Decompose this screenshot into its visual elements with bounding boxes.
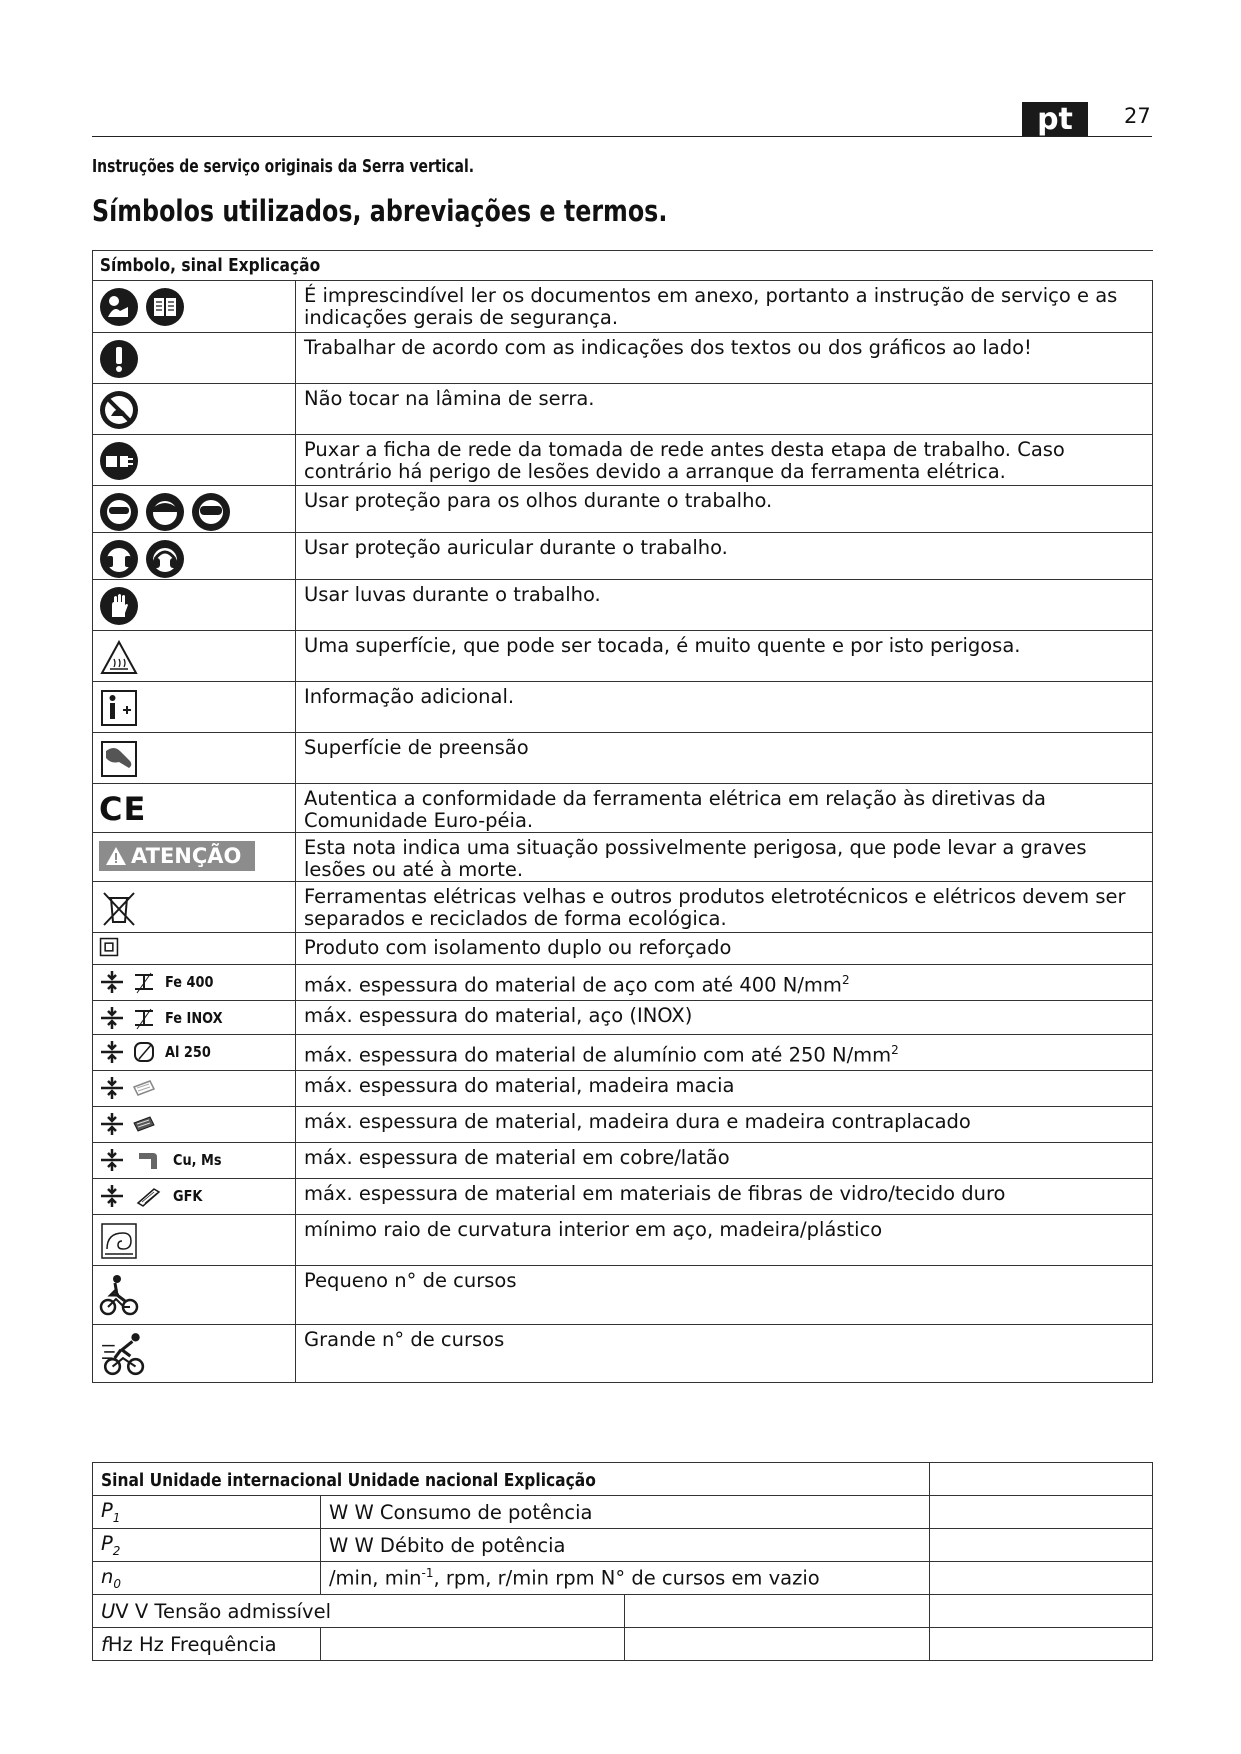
gloves-icon [99,586,139,626]
hardwood-icon [131,1111,157,1137]
sign-subscript: 1 [112,1510,121,1525]
exclamation-icon [99,339,139,379]
thickness-icon [99,1183,125,1209]
hot-surface-icon [99,637,139,677]
row-text: máx. espessura do material, madeira macia [296,1071,1153,1107]
superscript: 2 [841,973,850,987]
sign-subscript: 2 [112,1543,121,1558]
row-text: Pequeno n° de cursos [296,1266,1153,1325]
row-text-label: máx. espessura do material de alumínio com até 250 N/mm [304,1043,892,1067]
units-header-text: Sinal Unidade internacional Unidade nacional Explicação [101,1469,596,1491]
table-row [93,1071,1153,1107]
superscript: 2 [891,1043,899,1057]
eye-protection-icon [99,492,139,532]
row-text: É imprescindível ler os documentos em anexo, portanto a instrução de serviço e as indicações gerais de segurança. [296,281,1153,333]
row-text: Grande n° de cursos [296,1325,1153,1383]
face-shield-icon [145,492,185,532]
thickness-icon [99,1147,125,1173]
sign-symbol: P [101,1499,113,1523]
row-text: Usar proteção auricular durante o trabalho. [296,533,1153,580]
page-number: 27 [1124,104,1151,128]
sign-symbol: P [101,1532,113,1556]
material-label: Fe 400 [165,973,214,991]
fibreglass-icon [131,1183,165,1209]
language-badge: pt [1022,102,1088,136]
goggles-icon [191,492,231,532]
row-text: W W Débito de potência [328,1533,566,1557]
thickness-icon [99,1111,125,1137]
sign-symbol: U [101,1599,116,1623]
table-row [93,281,1153,333]
warning-badge-label: ATENÇÃO [131,844,242,868]
row-text: V V Tensão admissível [115,1599,331,1623]
curve-radius-icon [99,1221,139,1261]
row-text: Usar luvas durante o trabalho. [296,580,1153,631]
table-row [93,1562,1153,1595]
softwood-icon [131,1075,157,1101]
table-row [93,580,1153,631]
table-row [93,1143,1153,1179]
row-text: mínimo raio de curvatura interior em aço, madeira/plástico [296,1215,1153,1266]
table-row [93,1001,1153,1035]
units-table-header [93,1463,1153,1496]
thickness-icon [99,1005,125,1031]
row-text: /min, min [328,1566,422,1590]
row-text [296,933,1153,965]
table-row [93,1496,1153,1529]
row-text: Esta nota indica uma situação possivelmente perigosa, que pode levar a graves lesões ou até à morte. [296,833,1153,882]
table-row [93,533,1153,580]
material-label: Cu, Ms [173,1151,222,1169]
superscript: -1 [421,1566,434,1581]
ce-mark: CE [99,790,147,828]
symbols-table-header [93,251,1153,281]
units-table [92,1462,1153,1661]
sign-symbol: n [101,1565,114,1589]
info-icon [99,688,139,728]
row-text: Superfície de preensão [296,733,1153,784]
row-text: Autentica a conformidade da ferramenta elétrica em relação às diretivas da Comunidade Euro-péia. [296,784,1153,833]
row-text: máx. espessura de material em materiais de fibras de vidro/tecido duro [296,1179,1153,1215]
row-text: Puxar a ficha de rede da tomada de rede antes desta etapa de trabalho. Caso contrário há perigo de lesões devido a arranque da ferramenta elétrica. [296,435,1153,486]
weee-bin-icon [99,888,139,928]
slow-cyclist-icon [99,1272,139,1318]
grip-surface-icon [99,739,139,779]
table-row [93,882,1153,933]
table-row [93,1628,1153,1661]
row-text: Informação adicional. [296,682,1153,733]
double-insulation-icon [99,937,119,957]
table-row [93,1179,1153,1215]
read-manual-icon [99,287,139,327]
row-text: Uma superfície, que pode ser tocada, é muito quente e por isto perigosa. [296,631,1153,682]
table-row [93,1529,1153,1562]
table-row [93,1107,1153,1143]
table-row [93,1035,1153,1071]
material-label: Fe INOX [165,1009,223,1027]
table-row [93,733,1153,784]
header-rule [92,136,1152,137]
no-touch-blade-icon [99,390,139,430]
table-row [93,1215,1153,1266]
table-row [93,333,1153,384]
row-text [296,965,1153,1001]
row-text [296,1035,1153,1071]
table-row [93,933,1153,965]
row-text: máx. espessura do material, aço (INOX) [296,1001,1153,1035]
steel-beam-icon [131,1005,157,1031]
steel-beam-icon [131,969,157,995]
table-row [93,1325,1153,1383]
table-row [93,1266,1153,1325]
material-label: Al 250 [165,1043,211,1061]
row-text: Ferramentas elétricas velhas e outros produtos eletrotécnicos e elétricos devem ser separados e reciclados de forma ecológica. [296,882,1153,933]
row-text: Hz Hz Frequência [107,1632,277,1656]
aluminium-icon [131,1039,157,1065]
row-text: máx. espessura de material, madeira dura e madeira contraplacado [296,1107,1153,1143]
row-text: máx. espessura de material em cobre/latão [296,1143,1153,1179]
sign-subscript: 0 [113,1576,121,1591]
table-row [93,486,1153,533]
earmuff-icon [145,539,185,579]
copper-pipe-icon [131,1147,165,1173]
fast-cyclist-icon [99,1331,147,1377]
symbols-header-text: Símbolo, sinal Explicação [99,255,321,276]
row-text: W W Consumo de potência [328,1500,593,1524]
row-text-label: máx. espessura do material de aço com até 400 N/mm [304,973,842,997]
table-row [93,833,1153,882]
book-icon [145,287,185,327]
material-label: GFK [173,1187,203,1205]
table-row [93,965,1153,1001]
thickness-icon [99,1075,125,1101]
row-text: Trabalhar de acordo com as indicações dos textos ou dos gráficos ao lado! [296,333,1153,384]
table-row [93,384,1153,435]
symbols-table [92,250,1153,1383]
warning-triangle-icon [105,846,127,866]
document-subtitle: Instruções de serviço originais da Serra vertical. [92,156,475,177]
thickness-icon [99,1039,125,1065]
ear-protection-icon [99,539,139,579]
table-row [93,784,1153,833]
document-title: Símbolos utilizados, abreviações e termos. [92,194,668,228]
thickness-icon [99,969,125,995]
row-text: Usar proteção para os olhos durante o trabalho. [296,486,1153,533]
table-row [93,1595,1153,1628]
table-row [93,435,1153,486]
unplug-icon [99,441,139,481]
sign-symbol: f [101,1632,108,1656]
warning-badge [99,841,255,871]
table-row [93,682,1153,733]
row-text: Não tocar na lâmina de serra. [296,384,1153,435]
table-row [93,631,1153,682]
row-text-label: Produto com isolamento duplo ou reforçado [304,936,732,959]
row-text-cont: , rpm, r/min rpm N° de cursos em vazio [433,1566,820,1590]
